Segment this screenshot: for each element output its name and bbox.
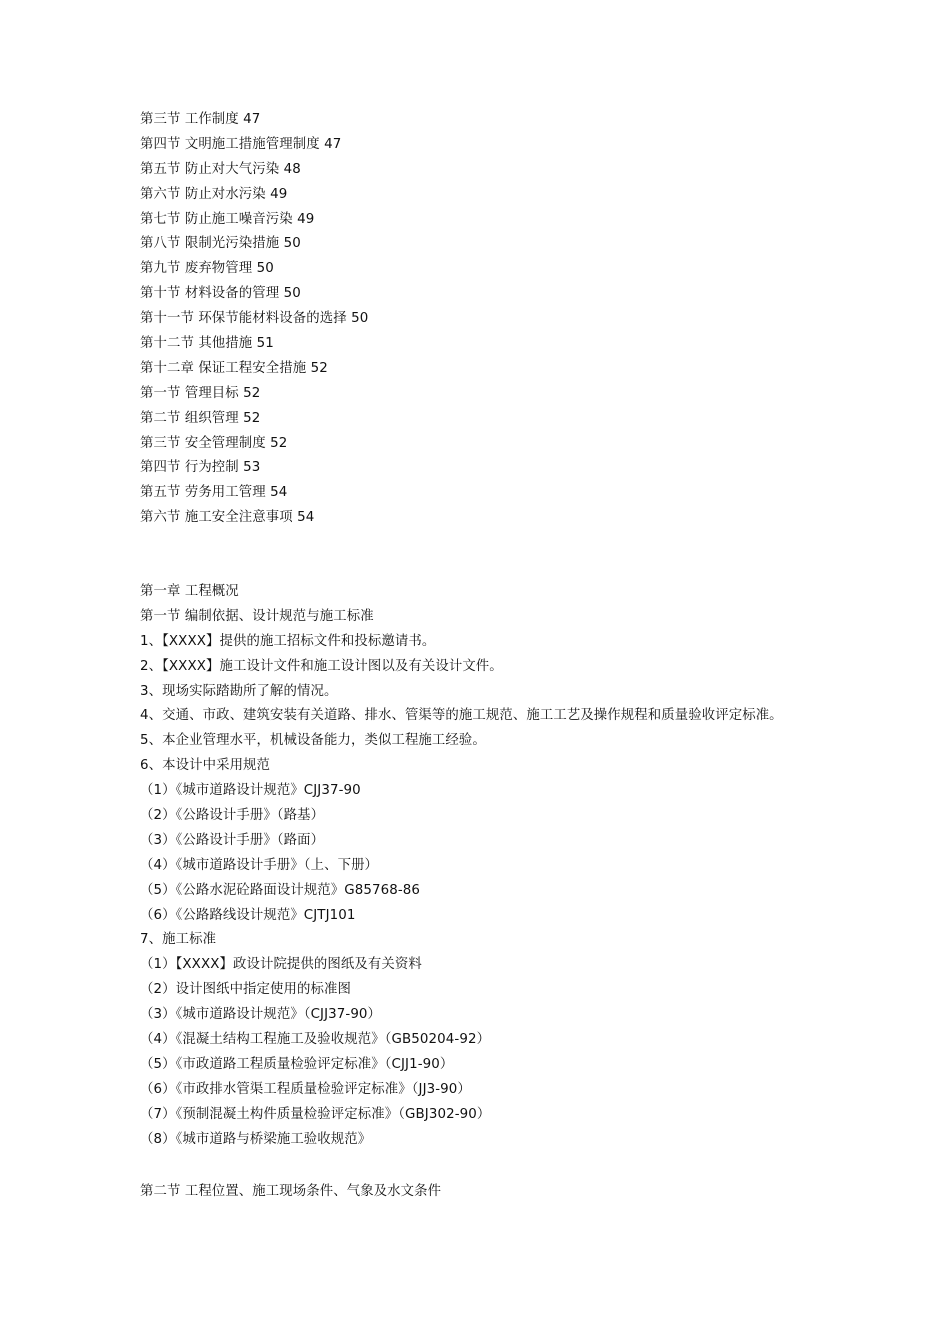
document-line: （1）【XXXX】政设计院提供的图纸及有关资料 [140,957,422,973]
document-line: 2、【XXXX】施工设计文件和施工设计图以及有关设计文件。 [140,658,503,674]
toc-entry: 第三节 工作制度 47 [140,112,261,127]
document-line: 3、现场实际踏勘所了解的情况。 [140,683,338,699]
toc-entry: 第六节 施工安全注意事项 54 [140,510,315,526]
toc-entry: 第九节 废弃物管理 50 [140,261,274,277]
section-heading: 第二节 工程位置、施工现场条件、气象及水文条件 [140,1184,442,1199]
document-line: （8）《城市道路与桥梁施工验收规范》 [140,1131,372,1147]
document-line: 5、本企业管理水平，机械设备能力，类似工程施工经验。 [140,733,486,749]
table-of-contents [140,108,930,531]
toc-entry: 第十节 材料设备的管理 50 [140,286,301,302]
document-line: （4）《混凝土结构工程施工及验收规范》（GB50204-92） [140,1032,491,1048]
document-line: 7、施工标准 [140,932,217,948]
document-line: （1）《城市道路设计规范》CJJ37-90 [140,783,361,799]
document-line: （6）《市政排水管渠工程质量检验评定标准》（JJ3-90） [140,1081,471,1097]
toc-entry: 第六节 防止对水污染 49 [140,186,288,202]
toc-entry: 第四节 行为控制 53 [140,460,261,476]
toc-entry: 第一节 管理目标 52 [140,385,261,401]
toc-entry: 第十二章 保证工程安全措施 52 [140,360,328,376]
document-line: （3）《公路设计手册》（路面） [140,832,325,848]
toc-entry: 第十二节 其他措施 51 [140,336,274,352]
section-location-conditions [140,1180,930,1205]
document-line: 第一节 编制依据、设计规范与施工标准 [140,608,374,624]
document-line: （6）《公路路线设计规范》CJTJ101 [140,907,356,923]
toc-entry: 第二节 组织管理 52 [140,410,261,426]
toc-entry: 第七节 防止施工噪音污染 49 [140,211,315,227]
document-line: 4、交通、市政、建筑安装有关道路、排水、管渠等的施工规范、施工工艺及操作规程和质量验收评定标准。 [140,708,783,724]
document-line: （5）《公路水泥砼路面设计规范》G85768-86 [140,882,421,898]
document-line: （2）设计图纸中指定使用的标准图 [140,982,351,998]
toc-entry: 第五节 防止对大气污染 48 [140,161,301,177]
toc-entry: 第八节 限制光污染措施 50 [140,236,301,252]
chapter-overview-section [140,580,930,1152]
document-line: （7）《预制混凝土构件质量检验评定标准》（GBJ302-90） [140,1106,491,1122]
document-line: 第一章 工程概况 [140,584,239,599]
document-line: （2）《公路设计手册》（路基） [140,808,325,824]
document-line: 6、本设计中采用规范 [140,758,271,774]
toc-entry: 第十一节 环保节能材料设备的选择 50 [140,311,369,327]
document-line: 1、【XXXX】提供的施工招标文件和投标邀请书。 [140,633,436,649]
toc-entry: 第三节 安全管理制度 52 [140,435,288,451]
toc-entry: 第五节 劳务用工管理 54 [140,485,288,501]
document-line: （4）《城市道路设计手册》（上、下册） [140,857,379,873]
document-line: （3）《城市道路设计规范》（CJJ37-90） [140,1007,382,1023]
document-line: （5）《市政道路工程质量检验评定标准》（CJJ1-90） [140,1056,454,1072]
toc-entry: 第四节 文明施工措施管理制度 47 [140,136,342,152]
